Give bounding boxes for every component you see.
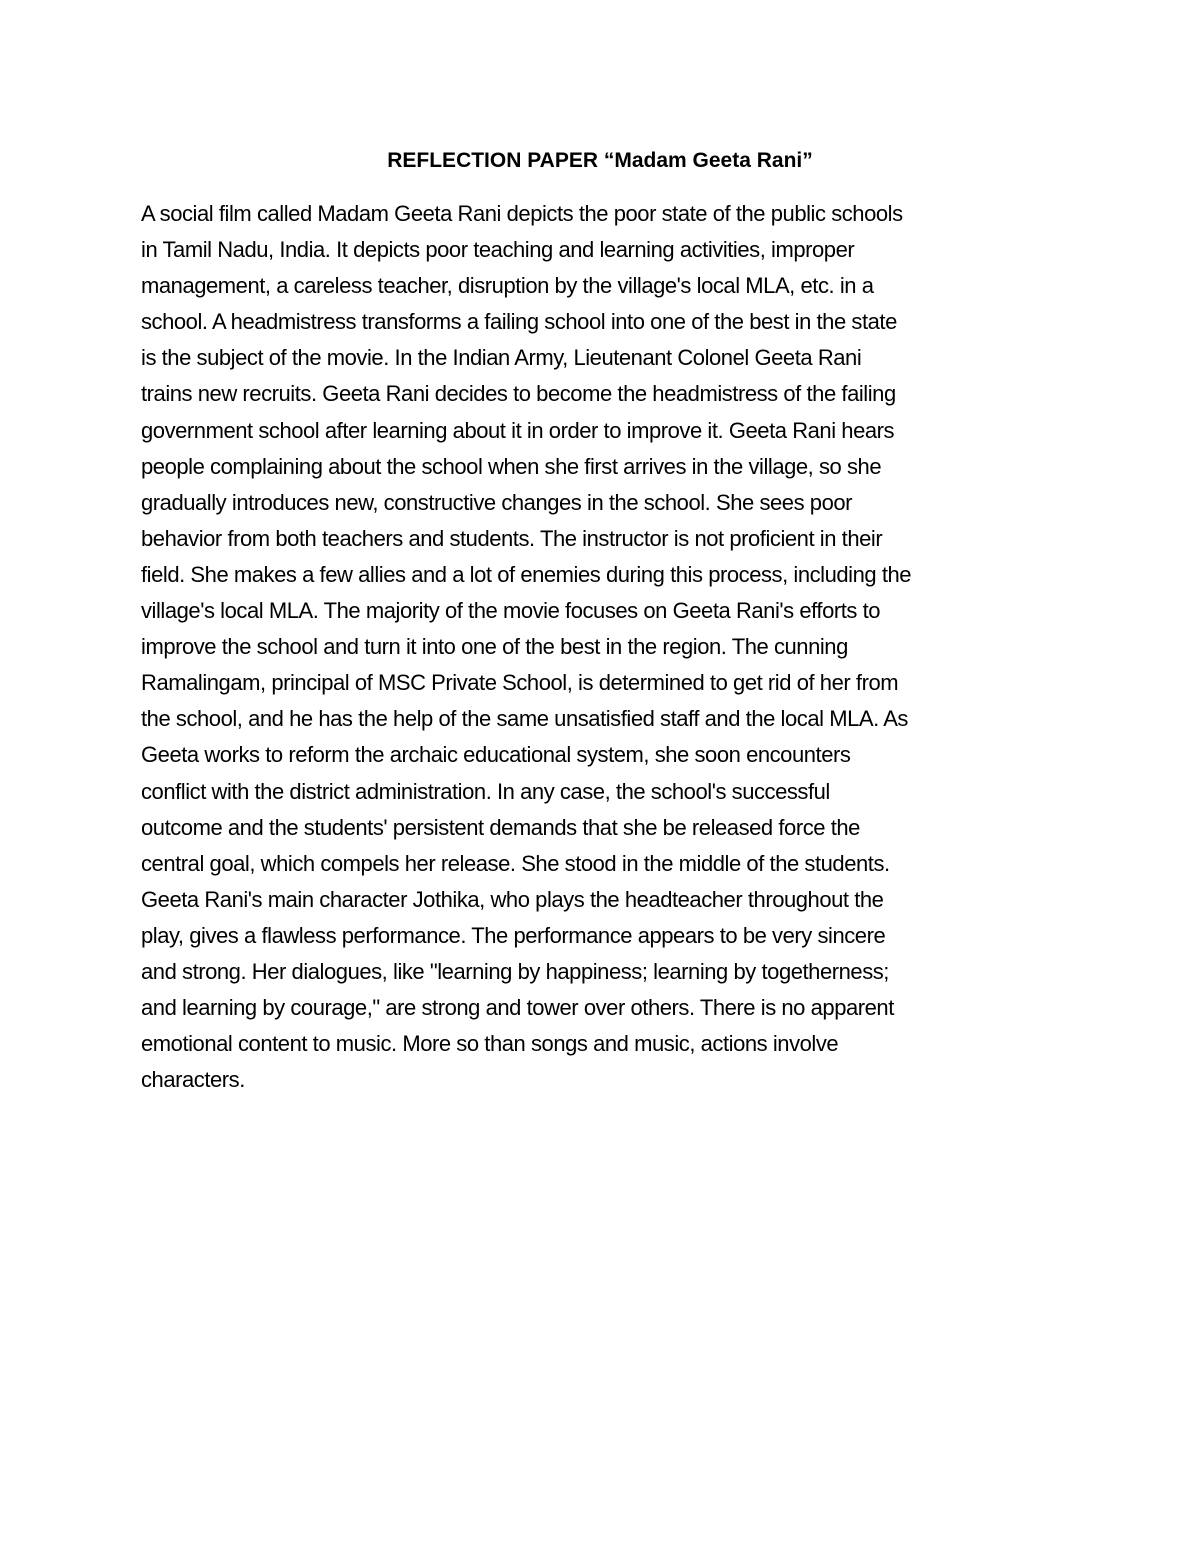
body-line: village's local MLA. The majority of the movie focuses on Geeta Rani's efforts to <box>141 598 881 624</box>
body-line: government school after learning about it in order to improve it. Geeta Rani hears <box>141 417 895 443</box>
body-line: gradually introduces new, constructive changes in the school. She sees poor <box>141 489 853 515</box>
body-line: Ramalingam, principal of MSC Private School, is determined to get rid of her from <box>141 670 899 696</box>
body-line: emotional content to music. More so than songs and music, actions involve <box>141 1031 839 1057</box>
body-line: conflict with the district administration. In any case, the school's successful <box>141 778 830 804</box>
body-line: outcome and the students' persistent demands that she be released force the <box>141 814 860 840</box>
body-line: and strong. Her dialogues, like "learning by happiness; learning by togetherness; <box>141 958 889 984</box>
body-line: is the subject of the movie. In the Indian Army, Lieutenant Colonel Geeta Rani <box>141 345 862 371</box>
body-line: people complaining about the school when she first arrives in the village, so she <box>141 453 882 479</box>
document-body <box>141 196 1101 1098</box>
body-line: behavior from both teachers and students. The instructor is not proficient in their <box>141 525 883 551</box>
body-line: trains new recruits. Geeta Rani decides to become the headmistress of the failing <box>141 381 896 407</box>
body-line: the school, and he has the help of the same unsatisfied staff and the local MLA. As <box>141 706 908 732</box>
body-line: characters. <box>141 1067 245 1093</box>
document-title: REFLECTION PAPER “Madam Geeta Rani” <box>387 149 813 172</box>
body-line: Geeta works to reform the archaic educational system, she soon encounters <box>141 742 851 768</box>
body-line: play, gives a flawless performance. The performance appears to be very sincere <box>141 922 886 948</box>
body-line: management, a careless teacher, disruption by the village's local MLA, etc. in a <box>141 273 874 299</box>
body-line: Geeta Rani's main character Jothika, who plays the headteacher throughout the <box>141 886 884 912</box>
body-line: central goal, which compels her release. She stood in the middle of the students. <box>141 850 890 876</box>
body-line: A social film called Madam Geeta Rani depicts the poor state of the public schools <box>141 201 903 226</box>
body-line: school. A headmistress transforms a failing school into one of the best in the state <box>141 309 897 335</box>
body-line: in Tamil Nadu, India. It depicts poor teaching and learning activities, improper <box>141 237 855 263</box>
body-line: and learning by courage," are strong and tower over others. There is no apparent <box>141 995 894 1021</box>
body-line: field. She makes a few allies and a lot of enemies during this process, including the <box>141 561 912 587</box>
body-line: improve the school and turn it into one of the best in the region. The cunning <box>141 634 848 660</box>
